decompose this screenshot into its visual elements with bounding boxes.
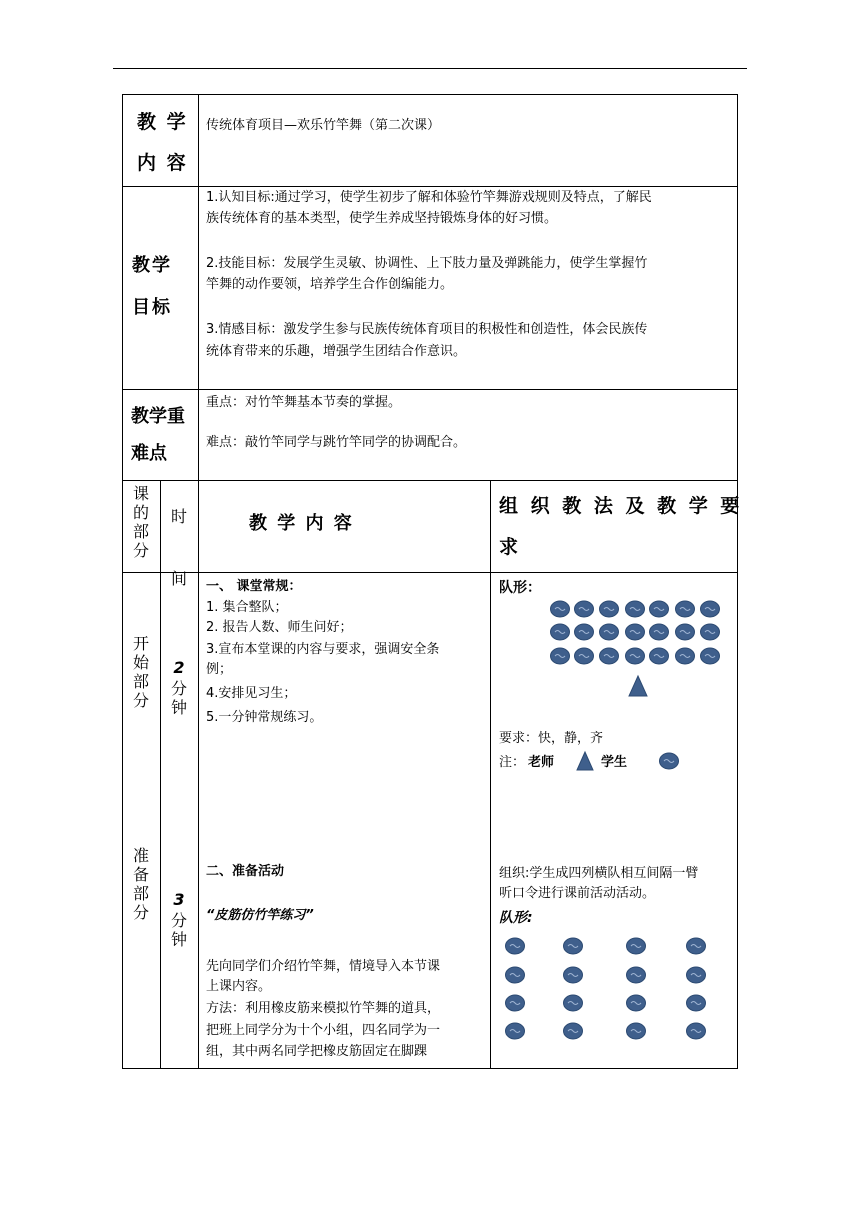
start-formation-label: 队形： xyxy=(499,580,541,596)
lesson-title: 传统体育项目—欢乐竹竿舞（第二次课） xyxy=(206,118,441,133)
prep-time-unit: 分钟 xyxy=(170,911,187,949)
goal-affective-line2: 统体育带来的乐趣，增强学生团结合作意识。 xyxy=(206,344,467,359)
warmup-intro-line2: 上课内容。 xyxy=(206,979,272,994)
routine-item-5: 5.一分钟常规练习。 xyxy=(206,710,323,725)
legend-prefix: 注： xyxy=(499,755,526,770)
header-label-line2: 内 容 xyxy=(137,152,188,174)
warmup-method-line2: 把班上同学分为十个小组，四名同学为一 xyxy=(206,1023,441,1038)
goal-skill-line2: 竿舞的动作要领，培养学生合作创编能力。 xyxy=(206,277,454,292)
start-formation-diagram xyxy=(551,601,720,696)
goal-cognitive-line1: 1.认知目标:通过学习，使学生初步了解和体验竹竿舞游戏规则及特点，了解民 xyxy=(206,190,652,205)
difficulty-text: 难点：敲竹竿同学与跳竹竿同学的协调配合。 xyxy=(206,435,467,450)
prep-formation-diagram xyxy=(506,938,706,1039)
col-part-label: 课的部分 xyxy=(132,484,149,560)
col-method-label-line2: 求 xyxy=(499,536,519,558)
legend-teacher-label: 老师 xyxy=(528,755,555,770)
goals-label-line2: 目标 xyxy=(132,297,172,318)
routine-item-1: 1. 集合整队； xyxy=(206,600,288,615)
legend-student-label: 学生 xyxy=(601,755,628,770)
warmup-subtitle: “皮筋仿竹竿练习” xyxy=(206,908,314,923)
routine-item-3-cont: 例； xyxy=(206,662,233,677)
header-label-line1: 教 学 xyxy=(137,111,188,133)
goals-label-line1: 教学 xyxy=(132,255,172,276)
prep-organization-line1: 组织:学生成四列横队相互间隔一臂 xyxy=(499,866,699,881)
prep-formation-label: 队形: xyxy=(499,910,533,926)
start-time-unit: 分钟 xyxy=(170,679,187,717)
warmup-method-line1: 方法：利用橡皮筋来模拟竹竿舞的道具， xyxy=(206,1001,441,1016)
col-time-label: 时间 xyxy=(170,507,187,588)
legend-teacher-icon xyxy=(577,752,593,770)
key-point-text: 重点：对竹竿舞基本节奏的掌握。 xyxy=(206,395,402,410)
warmup-title: 二、准备活动 xyxy=(206,864,285,879)
routine-title: 一、 课堂常规： xyxy=(206,579,302,594)
legend-marks xyxy=(577,752,679,770)
warmup-intro-line1: 先向同学们介绍竹竿舞，情境导入本节课 xyxy=(206,959,441,974)
keypoints-label-line2: 难点 xyxy=(131,443,167,464)
routine-item-3: 3.宣布本堂课的内容与要求，强调安全条 xyxy=(206,642,440,657)
teacher-marker xyxy=(629,676,647,696)
start-time-number: 2 xyxy=(173,658,185,677)
goal-skill-line1: 2.技能目标：发展学生灵敏、协调性、上下肢力量及弹跳能力，使学生掌握竹 xyxy=(206,256,648,271)
prep-part-label: 准备部分 xyxy=(132,846,149,922)
prep-time-number: 3 xyxy=(173,890,185,909)
col-content-label: 教 学 内 容 xyxy=(249,513,354,534)
start-requirement: 要求：快，静，齐 xyxy=(499,731,604,746)
start-part-label: 开始部分 xyxy=(132,634,149,710)
warmup-method-line3: 组，其中两名同学把橡皮筋固定在脚踝 xyxy=(206,1044,428,1059)
col-method-label-line1: 组 织 教 法 及 教 学 要 xyxy=(499,495,743,517)
routine-item-2: 2. 报告人数、师生问好； xyxy=(206,620,353,635)
keypoints-label-line1: 教学重 xyxy=(131,406,185,427)
goal-cognitive-line2: 族传统体育的基本类型，使学生养成坚持锻炼身体的好习惯。 xyxy=(206,211,558,226)
prep-organization-line2: 听口令进行课前活动活动。 xyxy=(499,886,656,901)
routine-item-4: 4.安排见习生； xyxy=(206,686,297,701)
goal-affective-line1: 3.情感目标：激发学生参与民族传统体育项目的积极性和创造性，体会民族传 xyxy=(206,322,648,337)
